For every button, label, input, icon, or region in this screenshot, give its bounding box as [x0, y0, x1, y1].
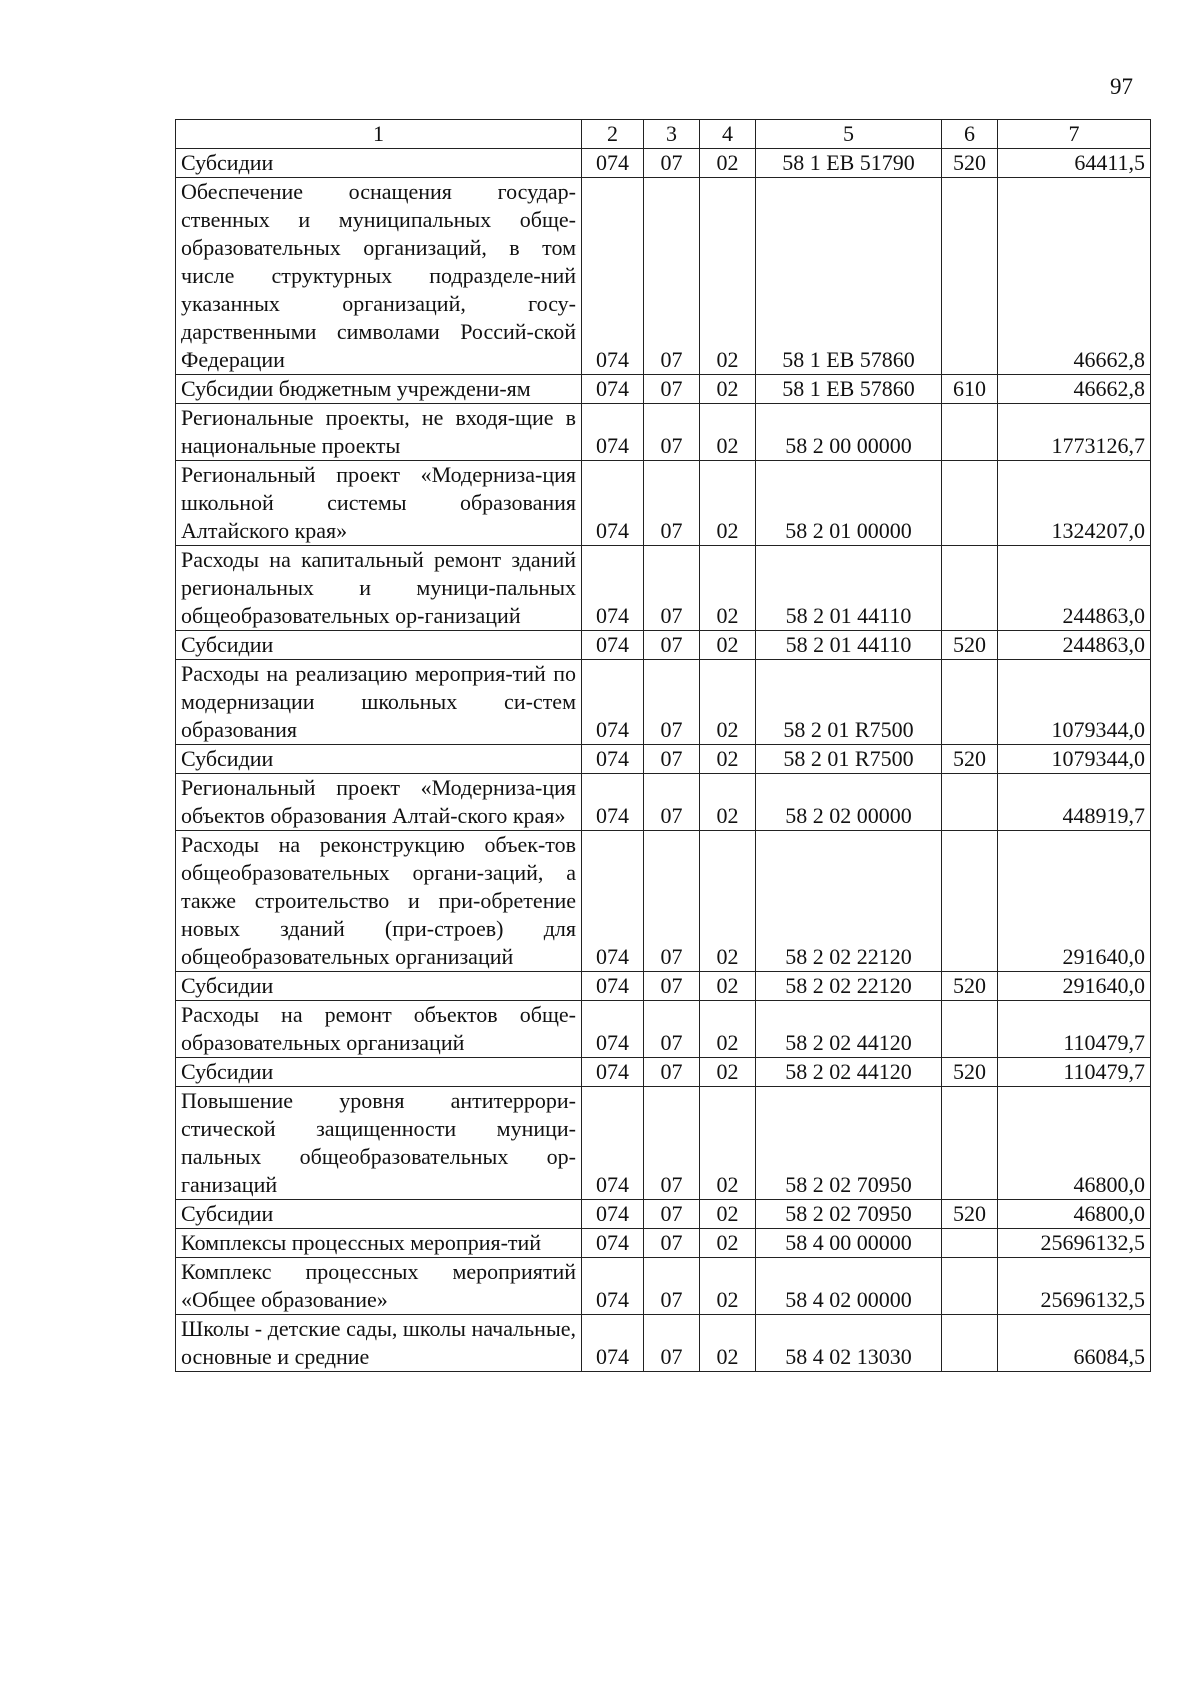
row-section-code: 07: [644, 461, 700, 546]
row-subsection-code: 02: [700, 972, 756, 1001]
row-section-code: 07: [644, 1315, 700, 1372]
header-col-1: 1: [176, 120, 582, 149]
row-amount: 46662,8: [998, 375, 1151, 404]
row-section-code: 07: [644, 375, 700, 404]
row-target-code: 58 2 01 00000: [756, 461, 942, 546]
row-target-code: 58 1 ЕВ 57860: [756, 178, 942, 375]
row-section-code: 07: [644, 745, 700, 774]
row-ministry-code: 074: [582, 774, 644, 831]
row-expense-type-code: [942, 1229, 998, 1258]
row-expense-type-code: 520: [942, 1200, 998, 1229]
row-amount: 110479,7: [998, 1001, 1151, 1058]
row-name: Повышение уровня антитеррори-стической защищенности муници-пальных общеобразовательных ор-ганизаций: [176, 1087, 582, 1200]
row-section-code: 07: [644, 774, 700, 831]
header-col-2: 2: [582, 120, 644, 149]
row-target-code: 58 2 02 00000: [756, 774, 942, 831]
row-ministry-code: 074: [582, 660, 644, 745]
row-section-code: 07: [644, 178, 700, 375]
row-subsection-code: 02: [700, 1058, 756, 1087]
row-subsection-code: 02: [700, 1315, 756, 1372]
row-ministry-code: 074: [582, 972, 644, 1001]
row-expense-type-code: 520: [942, 1058, 998, 1087]
table-row: [176, 831, 1151, 972]
table-row: [176, 375, 1151, 404]
row-ministry-code: 074: [582, 375, 644, 404]
row-subsection-code: 02: [700, 404, 756, 461]
row-subsection-code: 02: [700, 831, 756, 972]
table-row: [176, 774, 1151, 831]
row-name: Комплексы процессных мероприя-тий: [176, 1229, 582, 1258]
row-section-code: 07: [644, 660, 700, 745]
row-subsection-code: 02: [700, 149, 756, 178]
row-target-code: 58 2 02 22120: [756, 831, 942, 972]
row-target-code: 58 2 01 44110: [756, 546, 942, 631]
row-expense-type-code: [942, 546, 998, 631]
row-ministry-code: 074: [582, 631, 644, 660]
row-subsection-code: 02: [700, 774, 756, 831]
row-section-code: 07: [644, 1001, 700, 1058]
table-row: [176, 1087, 1151, 1200]
row-amount: 1324207,0: [998, 461, 1151, 546]
row-amount: 244863,0: [998, 546, 1151, 631]
row-name: Расходы на капитальный ремонт зданий региональных и муници-пальных общеобразовательных ор-ганизаций: [176, 546, 582, 631]
row-subsection-code: 02: [700, 461, 756, 546]
row-subsection-code: 02: [700, 1258, 756, 1315]
row-name: Комплекс процессных мероприятий «Общее образование»: [176, 1258, 582, 1315]
row-name: Субсидии бюджетным учреждени-ям: [176, 375, 582, 404]
row-target-code: 58 2 02 70950: [756, 1087, 942, 1200]
row-amount: 46800,0: [998, 1087, 1151, 1200]
table-row: [176, 546, 1151, 631]
row-section-code: 07: [644, 1058, 700, 1087]
row-section-code: 07: [644, 972, 700, 1001]
row-expense-type-code: 520: [942, 631, 998, 660]
row-amount: 66084,5: [998, 1315, 1151, 1372]
row-expense-type-code: 520: [942, 745, 998, 774]
row-target-code: 58 4 02 13030: [756, 1315, 942, 1372]
row-name: Региональный проект «Модерниза-ция школьной системы образования Алтайского края»: [176, 461, 582, 546]
row-section-code: 07: [644, 546, 700, 631]
table-row: [176, 178, 1151, 375]
row-target-code: 58 2 00 00000: [756, 404, 942, 461]
row-name: Региональный проект «Модерниза-ция объектов образования Алтай-ского края»: [176, 774, 582, 831]
row-amount: 46800,0: [998, 1200, 1151, 1229]
row-expense-type-code: [942, 1315, 998, 1372]
row-expense-type-code: [942, 1087, 998, 1200]
row-name: Субсидии: [176, 149, 582, 178]
table-row: [176, 1058, 1151, 1087]
row-section-code: 07: [644, 149, 700, 178]
row-target-code: 58 2 02 22120: [756, 972, 942, 1001]
row-name: Субсидии: [176, 1058, 582, 1087]
row-amount: 1079344,0: [998, 660, 1151, 745]
row-target-code: 58 2 01 R7500: [756, 745, 942, 774]
row-expense-type-code: 610: [942, 375, 998, 404]
row-subsection-code: 02: [700, 1229, 756, 1258]
row-name: Субсидии: [176, 631, 582, 660]
row-name: Школы - детские сады, школы начальные, основные и средние: [176, 1315, 582, 1372]
row-ministry-code: 074: [582, 404, 644, 461]
row-expense-type-code: 520: [942, 149, 998, 178]
header-col-5: 5: [756, 120, 942, 149]
table-body: [176, 149, 1151, 1372]
row-subsection-code: 02: [700, 1087, 756, 1200]
row-amount: 64411,5: [998, 149, 1151, 178]
row-amount: 448919,7: [998, 774, 1151, 831]
row-subsection-code: 02: [700, 631, 756, 660]
table-row: [176, 1315, 1151, 1372]
page-number: 97: [1110, 74, 1133, 99]
table-row: [176, 745, 1151, 774]
row-target-code: 58 2 02 44120: [756, 1058, 942, 1087]
row-section-code: 07: [644, 631, 700, 660]
row-ministry-code: 074: [582, 149, 644, 178]
row-ministry-code: 074: [582, 1001, 644, 1058]
row-expense-type-code: [942, 461, 998, 546]
row-subsection-code: 02: [700, 1001, 756, 1058]
row-target-code: 58 1 ЕВ 51790: [756, 149, 942, 178]
header-row: [176, 120, 1151, 149]
row-name: Субсидии: [176, 1200, 582, 1229]
row-expense-type-code: [942, 1258, 998, 1315]
row-amount: 291640,0: [998, 831, 1151, 972]
row-ministry-code: 074: [582, 745, 644, 774]
row-subsection-code: 02: [700, 375, 756, 404]
row-subsection-code: 02: [700, 1200, 756, 1229]
row-ministry-code: 074: [582, 831, 644, 972]
table-row: [176, 149, 1151, 178]
row-expense-type-code: [942, 178, 998, 375]
row-expense-type-code: [942, 831, 998, 972]
row-ministry-code: 074: [582, 1087, 644, 1200]
row-section-code: 07: [644, 1200, 700, 1229]
table-row: [176, 1258, 1151, 1315]
budget-table: [175, 119, 1151, 1372]
row-subsection-code: 02: [700, 178, 756, 375]
row-expense-type-code: [942, 1001, 998, 1058]
row-name: Расходы на реализацию мероприя-тий по модернизации школьных си-стем образования: [176, 660, 582, 745]
row-ministry-code: 074: [582, 178, 644, 375]
row-ministry-code: 074: [582, 1058, 644, 1087]
row-name: Субсидии: [176, 972, 582, 1001]
table-row: [176, 461, 1151, 546]
row-amount: 244863,0: [998, 631, 1151, 660]
row-section-code: 07: [644, 1258, 700, 1315]
table-row: [176, 631, 1151, 660]
table-row: [176, 404, 1151, 461]
row-subsection-code: 02: [700, 546, 756, 631]
row-name: Расходы на реконструкцию объек-тов общеобразовательных органи-заций, а также строительство и при-обретение новых зданий (при-строев) для общеобразовательных организаций: [176, 831, 582, 972]
row-section-code: 07: [644, 831, 700, 972]
row-name: Обеспечение оснащения государ-ственных и муниципальных обще-образовательных организаций, в том числе структурных подразделе-ний указанных организаций, госу-дарственными символами Россий-ской Федерации: [176, 178, 582, 375]
table-row: [176, 1200, 1151, 1229]
row-target-code: 58 2 01 44110: [756, 631, 942, 660]
row-amount: 46662,8: [998, 178, 1151, 375]
row-expense-type-code: [942, 774, 998, 831]
row-amount: 110479,7: [998, 1058, 1151, 1087]
row-target-code: 58 4 02 00000: [756, 1258, 942, 1315]
row-ministry-code: 074: [582, 461, 644, 546]
table-row: [176, 660, 1151, 745]
row-ministry-code: 074: [582, 1229, 644, 1258]
header-col-4: 4: [700, 120, 756, 149]
row-target-code: 58 2 02 70950: [756, 1200, 942, 1229]
row-amount: 1079344,0: [998, 745, 1151, 774]
row-target-code: 58 2 01 R7500: [756, 660, 942, 745]
row-ministry-code: 074: [582, 1315, 644, 1372]
row-section-code: 07: [644, 1087, 700, 1200]
row-name: Субсидии: [176, 745, 582, 774]
row-amount: 25696132,5: [998, 1229, 1151, 1258]
table-row: [176, 1229, 1151, 1258]
row-expense-type-code: [942, 660, 998, 745]
row-section-code: 07: [644, 404, 700, 461]
header-col-6: 6: [942, 120, 998, 149]
row-section-code: 07: [644, 1229, 700, 1258]
row-amount: 1773126,7: [998, 404, 1151, 461]
row-target-code: 58 1 ЕВ 57860: [756, 375, 942, 404]
row-amount: 25696132,5: [998, 1258, 1151, 1315]
header-col-7: 7: [998, 120, 1151, 149]
row-ministry-code: 074: [582, 546, 644, 631]
row-name: Расходы на ремонт объектов обще-образовательных организаций: [176, 1001, 582, 1058]
row-target-code: 58 4 00 00000: [756, 1229, 942, 1258]
row-name: Региональные проекты, не входя-щие в национальные проекты: [176, 404, 582, 461]
row-expense-type-code: 520: [942, 972, 998, 1001]
table-row: [176, 1001, 1151, 1058]
row-ministry-code: 074: [582, 1200, 644, 1229]
row-amount: 291640,0: [998, 972, 1151, 1001]
row-subsection-code: 02: [700, 660, 756, 745]
row-target-code: 58 2 02 44120: [756, 1001, 942, 1058]
table-row: [176, 972, 1151, 1001]
row-ministry-code: 074: [582, 1258, 644, 1315]
row-subsection-code: 02: [700, 745, 756, 774]
row-expense-type-code: [942, 404, 998, 461]
header-col-3: 3: [644, 120, 700, 149]
